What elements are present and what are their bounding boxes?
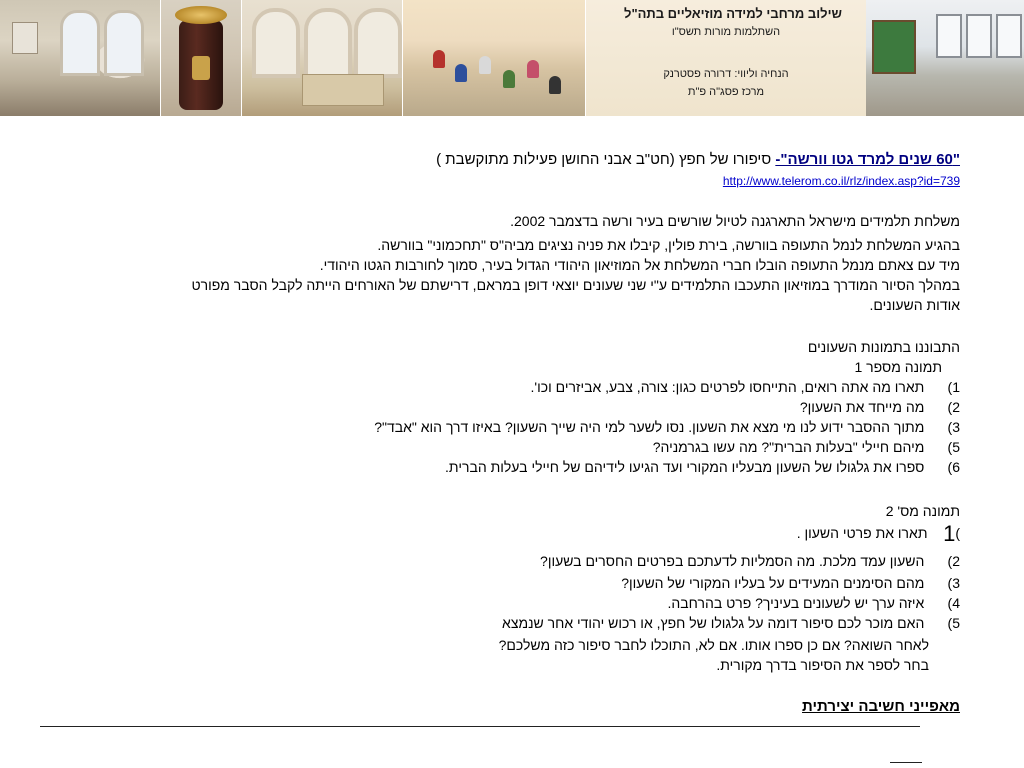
paragraph-line: מיד עם צאתם מנמל התעופה הובלו חברי המשלחת אל המוזיאון היהודי הגדול בעיר, סמוך לחורבות הגטו היהודי. [319,257,960,273]
answer-line [40,726,920,727]
header-subtitle: השתלמות מורות תשס"ו [671,26,781,38]
header-title: שילוב מרחבי למידה מוזיאליים בתה"ל [624,6,842,21]
picture1-label: תמונה מספר 1 [854,359,942,375]
question-item: 3) מהם הסימנים המעידים על בעליו המקורי של השעון? [621,575,960,591]
section-title: מאפייני חשיבה יצירתית [802,698,960,715]
article-link[interactable]: http://www.telerom.co.il/rlz/index.asp?id=739 [722,174,960,188]
question-item: )1 תארו את פרטי השעון . [796,521,960,546]
question-continuation: בחר לספר את הסיפור בדרך מקורית. [716,657,929,673]
question-item: 4) איזה ערך יש לשעונים בעיניך? פרט בהרחבה. [667,595,960,611]
torah-scroll-photo [161,0,241,116]
museum-photo-1 [0,0,160,116]
article-link-line [723,172,960,190]
article-title-bold: "60 שנים למרד גטו וורשה"- [775,151,960,168]
header-guide: הנחיה וליווי: דרורה פסטרנק [663,68,789,80]
classroom-photo [866,0,1024,116]
header-text-block [586,0,866,116]
question-item: 2) השעון עמד מלכת. מה הסמליות לדעתכם בפרטים החסרים בשעון? [540,553,960,569]
picture2-label: תמונה מס' 2 [885,503,960,519]
question-continuation: לאחר השואה? אם כן ספרו אותו. אם לא, התוכלו לחבר סיפור כזה משלכם? [498,637,929,653]
question-item: 5) האם מוכר לכם סיפור דומה על גלגולו של חפץ, או רכוש יהודי אחר שנמצא [502,615,960,631]
museum-photo-2 [242,0,402,116]
header-banner [0,0,1024,116]
intro-line: התבוננו בתמונות השעונים [807,339,960,355]
paragraph-line: במהלך הסיור המודרך במוזיאון התעכבו התלמידים ע"י שני שעונים יוצאי דופן במראם, דרישתם של האורחים הייתה לקבל הסבר מפורט [191,277,960,293]
paragraph-line: אודות השעונים. [869,297,960,313]
question-item: 5) מיהם חיילי "בעלות הברית"? מה עשו בגרמניה? [652,439,960,455]
question-item: 1) תארו מה אתה רואים, התייחסו לפרטים כגון: צורה, צבע, אביזרים וכו'. [530,379,960,395]
children-in-museum-photo [403,0,585,116]
answer-line-short [890,762,922,763]
paragraph-line: משלחת תלמידים מישראל התארגנה לטיול שורשים בעיר ורשה בדצמבר 2002. [510,213,960,229]
article-title [436,151,960,169]
paragraph-line: בהגיע המשלחת לנמל התעופה בוורשה, בירת פולין, קיבלו את פניה נציגים מביה"ס "תחכמוני" בוורשה. [377,237,960,253]
question-item: 2) מה מייחד את השעון? [799,399,960,415]
header-center: מרכז פסג"ה פ"ת [687,86,765,98]
article-title-rest: סיפורו של חפץ (חט"ב אבני החושן פעילות מתוקשבת ) [436,151,776,168]
question-item: 6) ספרו את גלגולו של השעון מבעליו המקורי ועד הגיעו לידיהם של חיילי בעלות הברית. [445,459,960,475]
question-item: 3) מתוך ההסבר ידוע לנו מי מצא את השעון. נסו לשער למי היה שייך השעון? באיזו דרך הוא "אבד"? [374,419,960,435]
